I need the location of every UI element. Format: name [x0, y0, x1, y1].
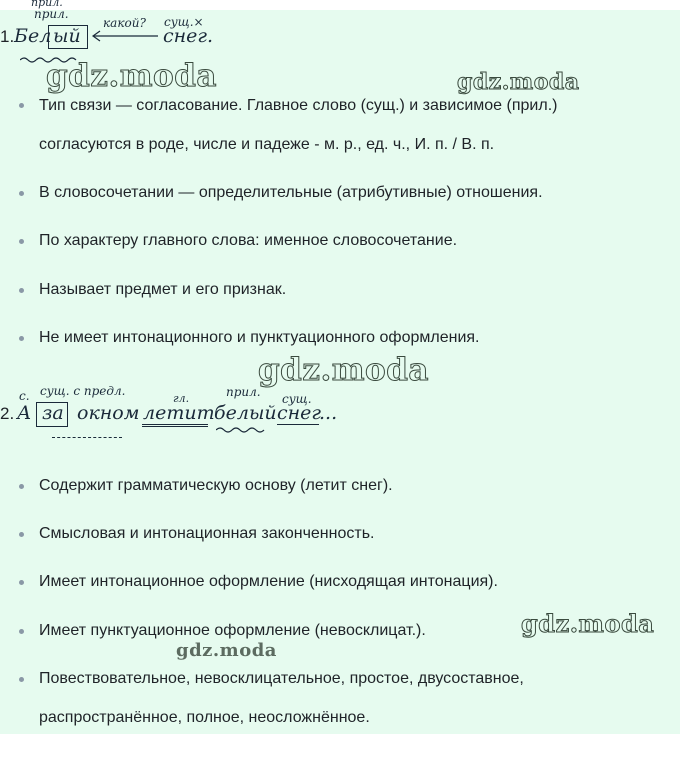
- list-item: Повествовательное, невосклицательное, простое, двусоставное,: [39, 670, 524, 687]
- note-adj-2: прил.: [226, 385, 261, 399]
- ellipsis: ...: [319, 402, 338, 424]
- note-adj: прил.: [34, 7, 69, 21]
- note-c: с.: [19, 389, 30, 403]
- word-sneg: снег: [277, 402, 322, 424]
- note-noun-2: сущ.: [282, 392, 312, 406]
- predicate-underline: [142, 424, 208, 427]
- list-item-continued: распространённое, полное, неосложнённое.: [39, 709, 370, 726]
- note-verb: гл.: [173, 392, 190, 405]
- list-item: Смысловая и интонационная законченность.: [39, 525, 375, 542]
- bullet-dot: [19, 239, 24, 244]
- list-item: Имеет интонационное оформление (нисходящая интонация).: [39, 573, 498, 590]
- note-noun: сущ.×: [164, 15, 204, 29]
- wavy-underline-icon: [216, 425, 270, 435]
- list-item: В словосочетании — определительные (атрибутивные) отношения.: [39, 184, 543, 201]
- list-item: Тип связи — согласование. Главное слово (сущ.) и зависимое (прил.): [39, 97, 558, 114]
- list-item: Имеет пунктуационное оформление (невосклицат.).: [39, 622, 426, 639]
- word-za: за: [42, 402, 64, 424]
- list-item: Содержит грамматическую основу (летит снег).: [39, 477, 393, 494]
- bullet-dot: [19, 484, 24, 489]
- note-noun-prep: сущ. с предл.: [40, 384, 126, 398]
- list-item: По характеру главного слова: именное словосочетание.: [39, 232, 458, 249]
- bullet-dot: [19, 336, 24, 341]
- list-item-continued: согласуются в роде, числе и падеже - м. р., ед. ч., И. п. / В. п.: [39, 136, 495, 153]
- note-adj-top: прил.: [31, 0, 63, 9]
- watermark-4: gdz.moda: [521, 609, 655, 638]
- subject-underline: [277, 424, 319, 425]
- list-item: Не имеет интонационного и пунктуационного оформления.: [39, 329, 480, 346]
- bullet-dot: [19, 103, 24, 108]
- watermark-2: gdz.moda: [457, 69, 580, 95]
- item1-noun: снег.: [163, 25, 214, 47]
- item1-word-ending: ый: [53, 25, 81, 47]
- watermark-1: gdz.moda: [46, 58, 217, 94]
- arrow-left-icon: [90, 30, 160, 42]
- word-letit: летит: [143, 402, 215, 424]
- bullet-dot: [19, 191, 24, 196]
- note-question: какой?: [103, 16, 146, 30]
- watermark-5: gdz.moda: [176, 640, 277, 661]
- watermark-3: gdz.moda: [258, 352, 429, 388]
- word-a: А: [17, 402, 32, 424]
- item1-word-stem: Бел: [14, 25, 52, 47]
- item1-number: 1.: [0, 27, 15, 46]
- word-belyi: белый: [214, 402, 277, 424]
- word-oknom: окном: [77, 402, 140, 424]
- item2-number: 2.: [0, 404, 15, 423]
- bullet-dot: [19, 629, 24, 634]
- bullet-dot: [19, 532, 24, 537]
- bullet-dot: [19, 288, 24, 293]
- bullet-dot: [19, 580, 24, 585]
- adverbial-underline: [52, 437, 122, 438]
- list-item: Называет предмет и его признак.: [39, 281, 287, 298]
- bullet-dot: [19, 677, 24, 682]
